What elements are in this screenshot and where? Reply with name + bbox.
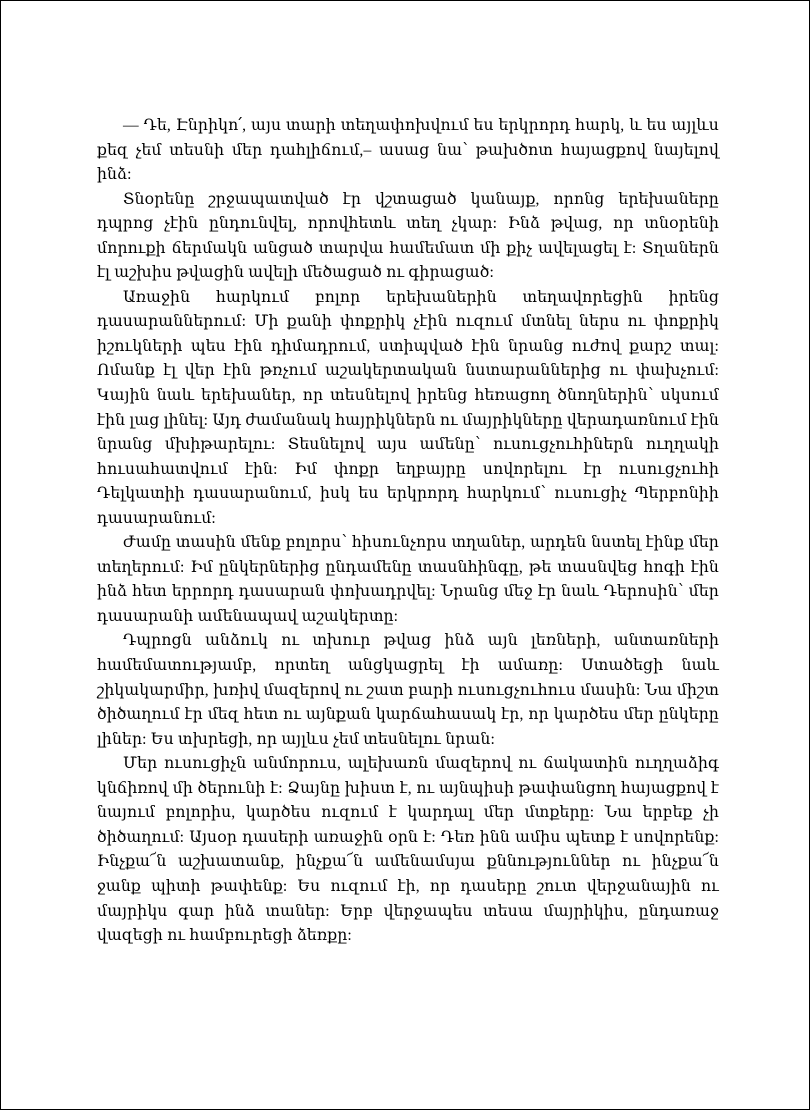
paragraph: Դպրոցն անձուկ ու տխուր թվաց ինձ այն լեռների, անտառների համեմատությամբ, որտեղ անցկացրել էի ամառը: Ստածեցի նաև շիկակարմիր, խռիվ մազերով ու շատ բարի ուսուցչուհուս մասին: Նա միշտ ծիծաղում էր մեզ հետ ու այնքան կարճահասակ էր, որ կարծես մեր ընկերը լիներ: Ես տխրեցի, որ այլևս չեմ տեսնելու նրան: [97, 632, 719, 748]
page-text-body [97, 114, 719, 949]
paragraph: Ժամը տասին մենք բոլորս՝ հիսունչորս տղաներ, արդեն նստել էինք մեր տեղերում: Իմ ընկերներից ընդամենը տասնհինգը, թե տասնվեց հոգի էին ինձ հետ երրորդ դասարան փոխադրվել: Նրանց մեջ էր նաև Դերոսին՝ մեր դասարանի ամենապավ աշակերտը: [97, 534, 719, 625]
paragraph: Առաջին հարկում բոլոր երեխաներին տեղավորեցին իրենց դասարաններում: Մի քանի փոքրիկ չէին ուզում մտնել ներս ու փոքրիկ իշուկների պես էին դիմադրում, ստիպված էին նրանց ուժով քարշ տալ: Ոմանք էլ վեր էին թռչում աշակերտական նստարաններից ու փախչում: Կային նաև երեխաներ, որ տեսնելով իրենց հեռացող ծնողներին՝ սկսում էին լաց լինել: Այդ ժամանակ հայրիկներն ու մայրիկները վերադառնում էին նրանց մխիթարելու: Տեսնելով այս ամենը՝ ուսուցչուհիներն ուղղակի հուսահատվում էին: Իմ փոքր եղբայրը սովորելու էր ուսուցչուհի Դելկատիի դասարանում, իսկ ես երկրորդ հարկում՝ ուսուցիչ Պերբոնիի դասարանում: [97, 288, 719, 527]
paragraph: Տնօրենը շրջապատված էր վշտացած կանայք, որոնց երեխաները դպրոց չէին ընդունվել, որովհետև տեղ չկար: Ինձ թվաց, որ տնօրենի մորուքի ճերմակն անցած տարվա համեմատ մի քիչ ավելացել է: Տղաներն էլ աշխիս թվացին ավելի մեծացած ու գիրացած: [97, 190, 719, 282]
paragraph: — Դե, Էնրիկո՛, այս տարի տեղափոխվում ես երկրորդ հարկ, և ես այլևս քեզ չեմ տեսնի մեր դահլիճում,– ասաց նա՝ թախծոտ հայացքով նայելով ինձ: [97, 117, 719, 184]
paragraph: Մեր ուսուցիչն անմորուս, ալեխառն մազերով ու ճակատին ուղղաձիգ կնճիռով մի ծերունի է: Ձայնը խիստ է, ու այնպիսի թափանցող հայացքով է նայում բոլորիս, կարծես ուզում է կարդալ մեր մտքերը: Նա երբեք չի ծիծաղում: Այսօր դասերի առաջին օրն է: Դեռ ինն ամիս պետք է սովորենք: Ինչքա՜ն աշխատանք, ինչքա՜ն ամենամսյա քննություններ ու ինչքա՜ն ջանք պիտի թափենք: Ես ուզում էի, որ դասերը շուտ վերջանային ու մայրիկս գար ինձ տաներ: Երբ վերջապես տեսա մայրիկիս, ընդառաջ վազեցի ու համբուրեցի ձեռքը: [97, 755, 719, 945]
